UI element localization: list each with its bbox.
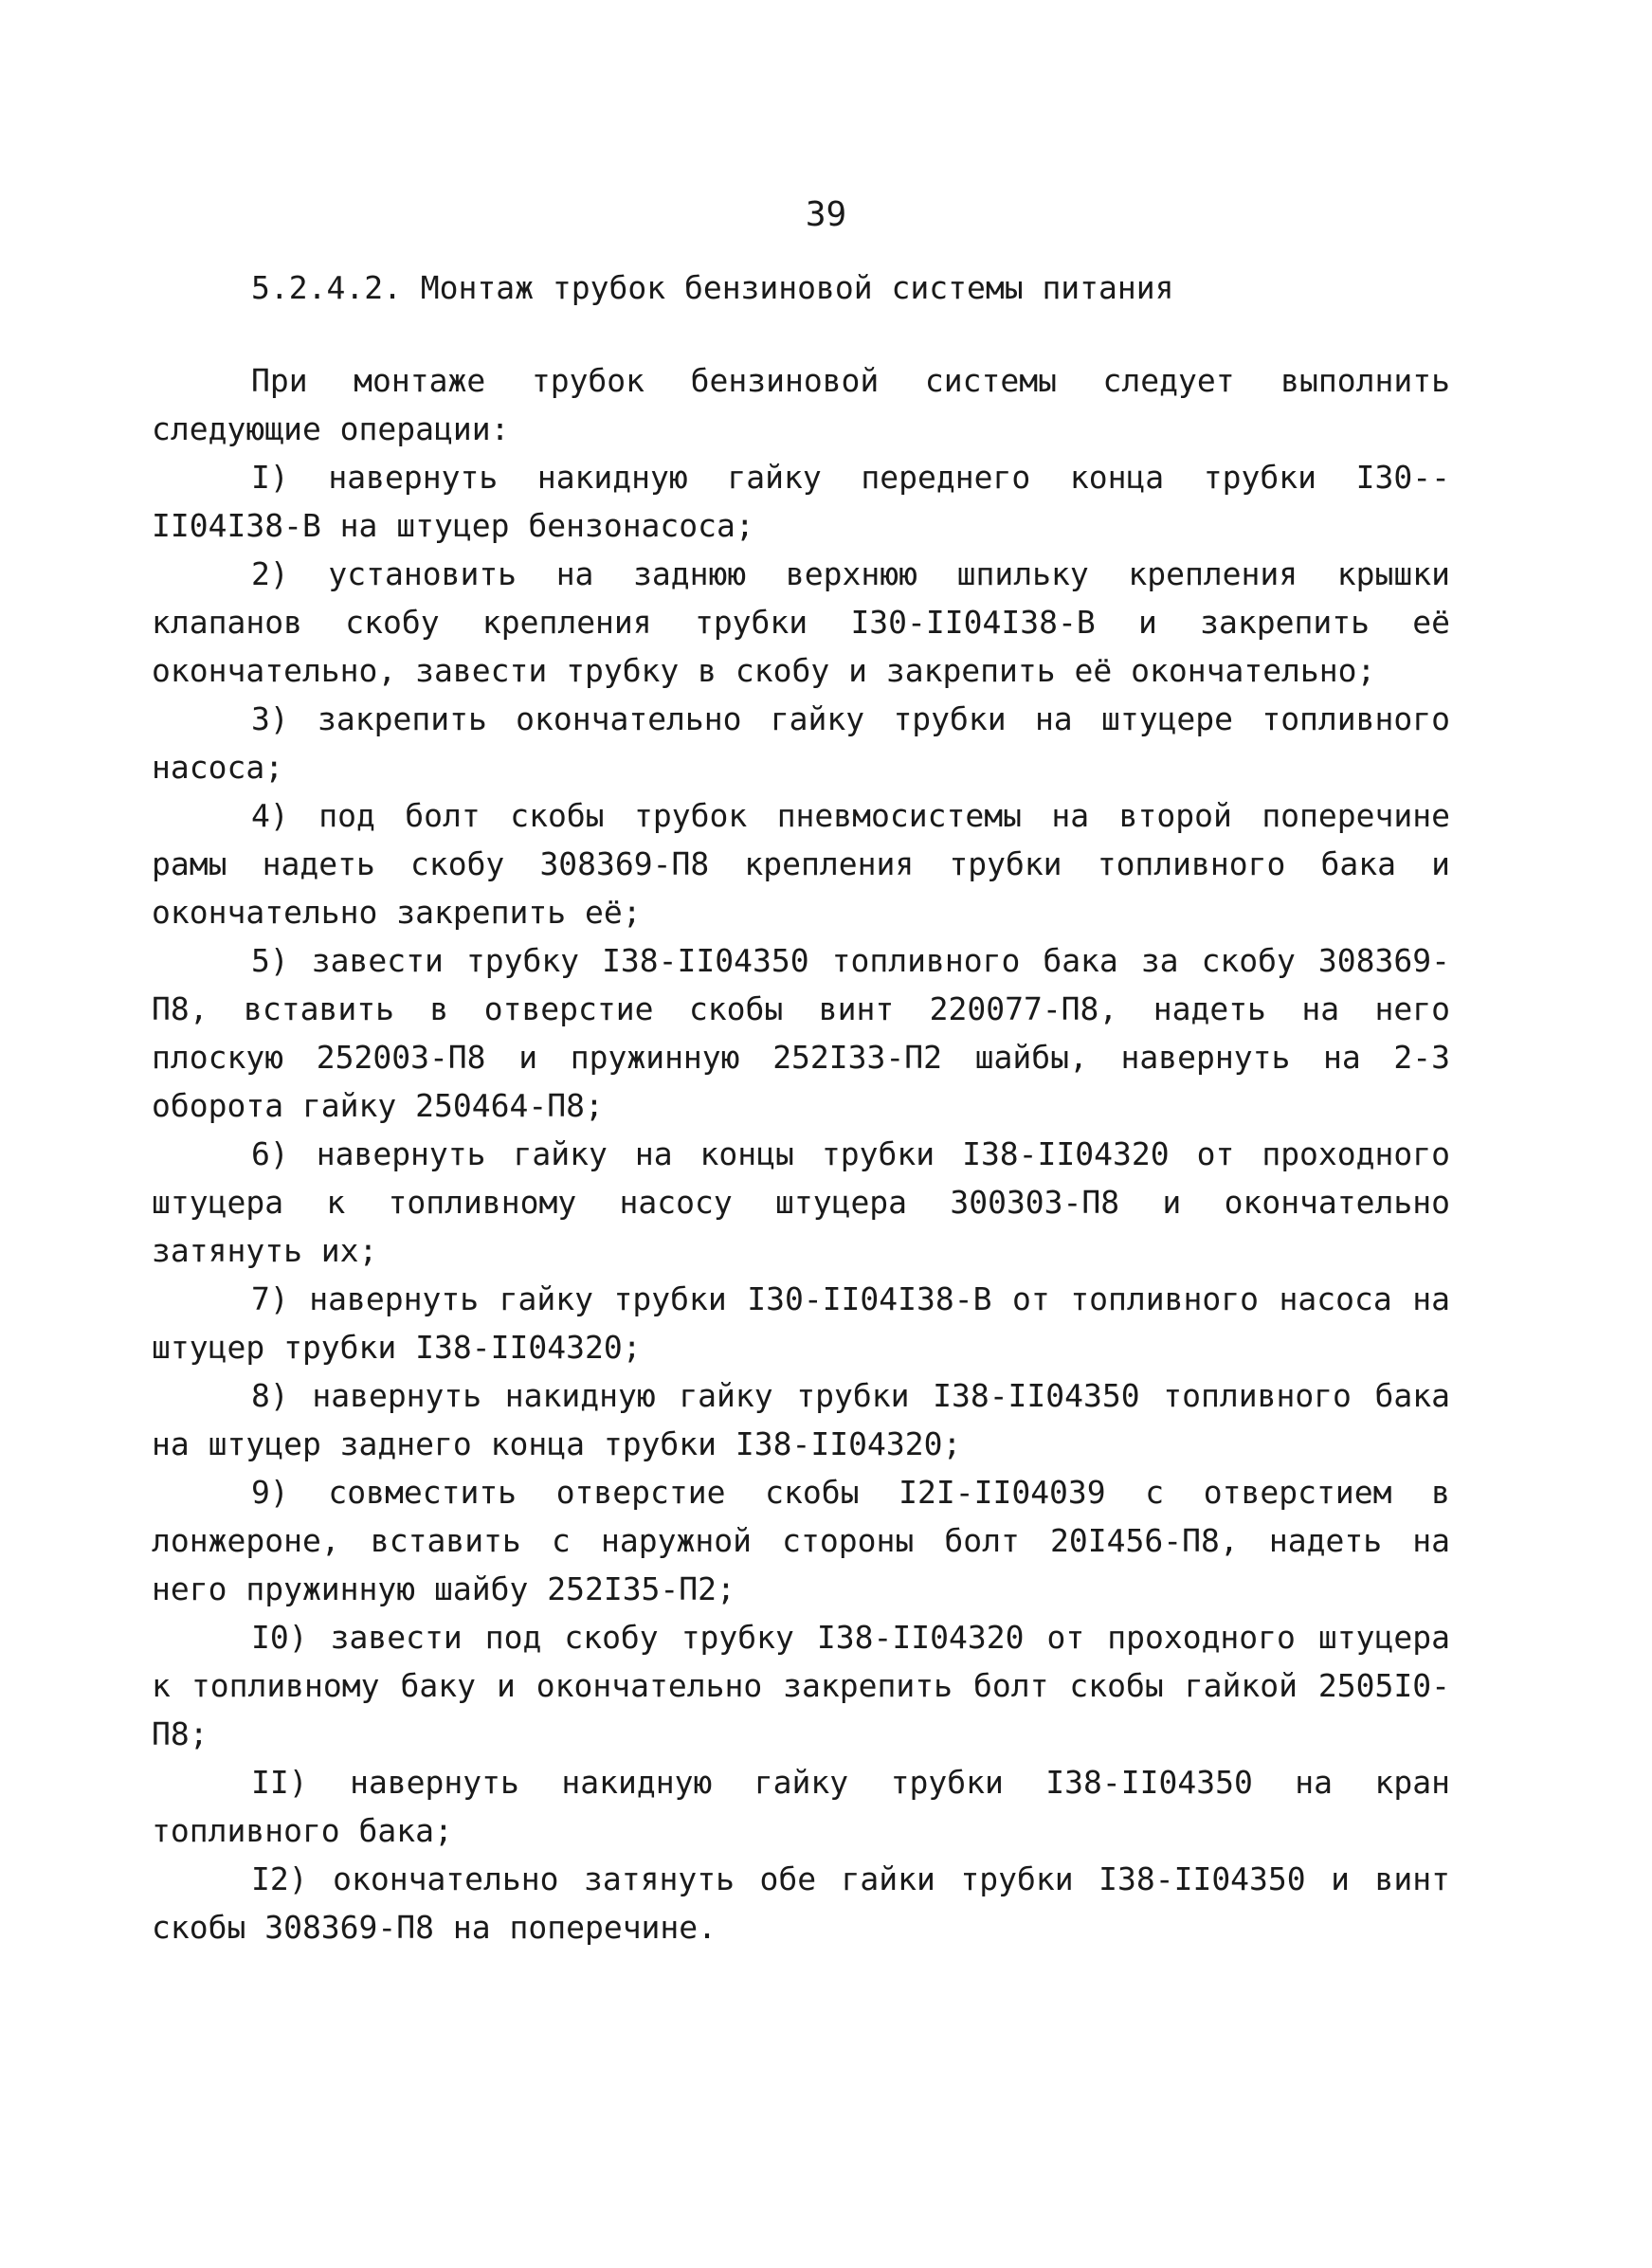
- list-item: 2) установить на заднюю верхнюю шпильку крепления крышки клапанов скобу крепления трубки I30-II04I38-В и закрепить её окончательно, завести трубку в скобу и закрепить её окончательно;: [152, 555, 1450, 689]
- list-item: 9) совместить отверстие скобы I2I-II04039 с отверстием в лонжероне, вставить с наружной стороны болт 20I456-П8, надеть на него пружинную шайбу 252I35-П2;: [152, 1474, 1450, 1607]
- intro-paragraph: При монтаже трубок бензиновой системы следует выполнить следующие операции:: [152, 362, 1450, 447]
- list-item: 4) под болт скобы трубок пневмосистемы на второй поперечине рамы надеть скобу 308369-П8 крепления трубки топливного бака и окончательно закрепить её;: [152, 797, 1450, 931]
- page-number: 39: [805, 195, 847, 234]
- list-item: 8) навернуть накидную гайку трубки I38-II04350 топливного бака на штуцер заднего конца трубки I38-II04320;: [152, 1377, 1450, 1462]
- section-title: 5.2.4.2. Монтаж трубок бензиновой системы питания: [251, 269, 1174, 306]
- list-item: 3) закрепить окончательно гайку трубки на штуцере топливного насоса;: [152, 700, 1450, 786]
- list-item: 7) навернуть гайку трубки I30-II04I38-В от топливного насоса на штуцер трубки I38-II04320;: [152, 1280, 1450, 1366]
- body-text: [152, 356, 1450, 1951]
- list-item: I0) завести под скобу трубку I38-II04320 от проходного штуцера к топливному баку и окончательно закрепить болт скобы гайкой 2505I0-П8;: [152, 1619, 1450, 1752]
- list-item: 5) завести трубку I38-II04350 топливного бака за скобу 308369-П8, вставить в отверстие скобы винт 220077-П8, надеть на него плоскую 252003-П8 и пружинную 252I33-П2 шайбы, навернуть на 2-3 оборота гайку 250464-П8;: [152, 942, 1450, 1124]
- list-item: I) навернуть накидную гайку переднего конца трубки I30--II04I38-В на штуцер бензонасоса;: [152, 459, 1450, 544]
- list-item: 6) навернуть гайку на концы трубки I38-II04320 от проходного штуцера к топливному насосу штуцера 300303-П8 и окончательно затянуть их;: [152, 1135, 1450, 1269]
- list-item: II) навернуть накидную гайку трубки I38-II04350 на кран топливного бака;: [152, 1764, 1450, 1849]
- list-item: I2) окончательно затянуть обе гайки трубки I38-II04350 и винт скобы 308369-П8 на поперечине.: [152, 1860, 1450, 1946]
